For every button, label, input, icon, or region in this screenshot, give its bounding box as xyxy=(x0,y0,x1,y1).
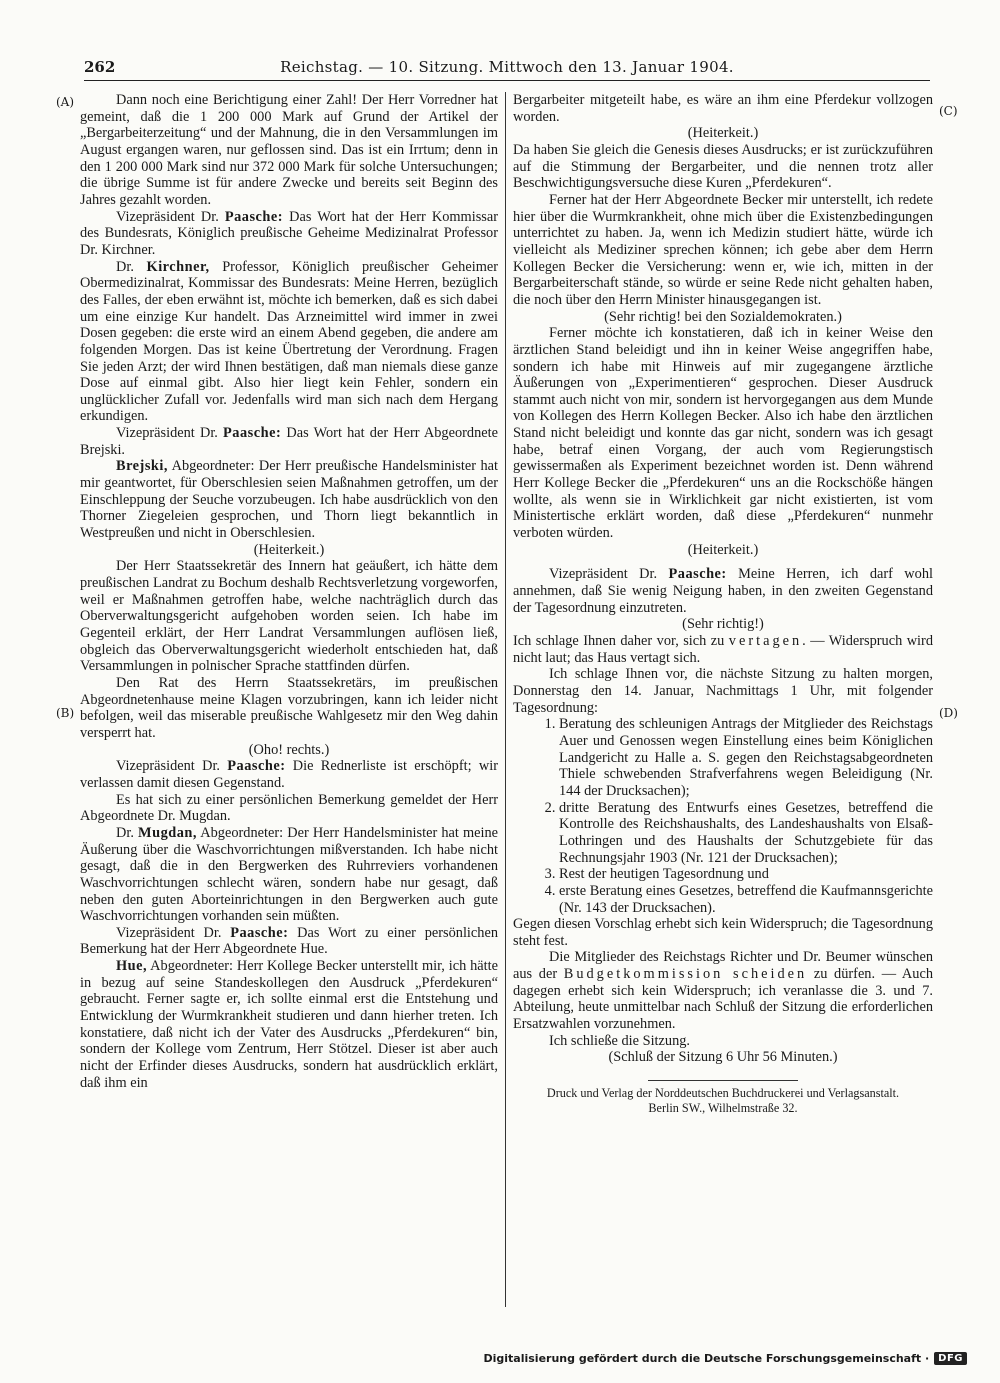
speaker-title: Vizepräsident Dr. xyxy=(116,758,228,775)
column-divider xyxy=(505,92,506,1307)
paragraph: Ferner möchte ich konstatieren, daß ich in keiner Weise den ärztlichen Stand beleidigt und ihn in keiner Weise angegriffen habe, sondern ich habe mit Hinweis auf mir zugegangene ärztliche Äußerungen von „Experimentieren“ gesprochen. Dieser Ausdruck stammt auch nicht von mir, sondern ist hervorgegangen aus dem Munde von Kollegen des Herrn Kollegen Becker. Also ich habe den ärztlichen Stand nicht beleidigt und konnte das gar nicht, sondern was ich gesagt habe, betraf einen Vorgang, der auch vom Regierungstisch gewissermaßen als Experiment bezeichnet worden ist. Denn während Herr Kollege Becker die „Pferdekuren“ uns an die Rockschöße hängen wollte, als wenn sie in Wirklichkeit gar nicht existierten, ist vom Ministertische erklärt worden, daß diese „Pferdekuren“ nunmehr verboten würden. xyxy=(513,325,933,542)
imprint xyxy=(513,1086,933,1115)
agenda-item: 2. dritte Beratung des Entwurfs eines Gesetzes, betreffend die Kontrolle des Reichshaushalts, des Landeshaushalts von Elsaß-Lothringen und des Haushalts der Schutzgebiete für das Rechnungsjahr 1903 (Nr. 121 der Drucksachen); xyxy=(559,800,933,867)
funding-footer xyxy=(483,1352,967,1365)
speaker-name: Paasche: xyxy=(227,758,286,775)
agenda-item: 1. Beratung des schleunigen Antrags der Mitglieder des Reichstags Auer und Genossen wegen Einstellung eines beim Königlichen Landgericht zu Halle a. S. gegen den Reichstagsabgeordneten Thiele schwebenden Strafverfahrens wegen Beleidigung (Nr. 144 der Drucksachen); xyxy=(559,716,933,799)
speaker-name: Paasche: xyxy=(223,425,282,442)
speaker-title: Vizepräsident Dr. xyxy=(116,208,225,225)
paragraph: Ferner hat der Herr Abgeordnete Becker mir unterstellt, ich redete hier über die Wurmkrankheit, ohne mich über die Existenzbedingungen unterrichtet zu haben. Ja, wenn ich Medizin studiert hätte, würde ich vielleicht als Mediziner sprechen können; ich gebe aber dem Herrn Kollegen Becker die Versicherung: wenn er, wie ich, mitten in der Bergarbeiterschaft stände, so würde er seine Rede nicht gehalten haben, die noch über den Herrn Minister hinausgegangen ist. xyxy=(513,191,933,308)
speech-text: Professor, Königlich preußischer Geheimer Obermedizinalrat, Kommissar des Bundesrats: Meine Herren, bezüglich des Falles, der eben erwähnt ist, möchte ich bemerken, daß es sich dabei um eine einzige Kur handelt. Das Arzneimittel wird immer in zwei Dosen gegeben: die erste wird an einem Abend gegeben, die andere am folgenden Morgen. Das ist keine Übertretung der Verordnung. Fragen Sie jeden Arzt; der wird Ihnen bestätigen, daß man niemals diese ganze Dose auf einmal gibt. Also hier liegt kein Fehler, sondern ein unglücklicher Zufall vor. Jedenfalls wird man sich nach dem Hergang erkundigen. xyxy=(80,258,498,425)
paragraph: Ich schließe die Sitzung. xyxy=(549,1032,691,1049)
speech-text: Das Wort hat der Herr Abgeordnete Brejski. xyxy=(80,425,498,458)
paragraph xyxy=(513,566,933,616)
speech-text: Ich schlage Ihnen daher vor, sich zu xyxy=(513,633,729,649)
interjection: (Sehr richtig!) xyxy=(682,616,764,633)
paragraph xyxy=(80,458,498,541)
closing-note: (Schluß der Sitzung 6 Uhr 56 Minuten.) xyxy=(608,1049,838,1066)
speech-text: Das Wort hat der Herr Kommissar des Bundesrats, Königlich preußische Geheime Medizinalrat Professor Dr. Kirchner. xyxy=(80,208,498,258)
agenda-item: 4. erste Beratung eines Gesetzes, betreffend die Kaufmannsgerichte (Nr. 143 der Drucksachen). xyxy=(559,883,933,916)
speech-text: zu dürfen. — Auch dagegen erhebt sich kein Widerspruch; ich veranlasse die 3. und 7. Abteilung, heute unmittelbar nach Schluß der Sitzung die erforderlichen Ersatzwahlen vorzunehmen. xyxy=(513,966,934,1033)
speaker-title: Vizepräsident Dr. xyxy=(116,924,231,941)
paragraph xyxy=(80,425,498,458)
page-header xyxy=(84,56,930,81)
paragraph xyxy=(80,925,498,958)
margin-mark-b: (B) xyxy=(56,706,75,720)
page-number: 262 xyxy=(84,58,116,76)
paragraph xyxy=(80,958,498,1091)
speaker-title: Vizepräsident Dr. xyxy=(549,566,669,583)
paragraph: Den Rat des Herrn Staatssekretärs, im preußischen Abgeordnetenhause meine Klagen vorzubringen, kann ich leider nicht befolgen, weil das miserable preußische Wahlgesetz mir den Weg dahin versperrt hat. xyxy=(80,674,498,741)
speaker-name: Mugdan, xyxy=(138,824,197,841)
paragraph xyxy=(513,633,933,666)
speaker-name: Paasche: xyxy=(230,924,289,941)
margin-mark-d: (D) xyxy=(939,706,958,720)
speech-text: . — Widerspruch wird nicht laut; das Haus vertagt sich. xyxy=(513,633,933,666)
paragraph: Dann noch eine Berichtigung einer Zahl! Der Herr Vorredner hat gemeint, daß die 1 200 000 Mark auf Grund der Artikel der „Bergarbeiterzeitung“ und der Mahnung, die in den Versammlungen im August ergangen waren, nur geflossen sind. Das ist ein Irrtum; denn in den 1 200 000 Mark sind nur 372 000 Mark für solche Untersuchungen; die übrige Summe ist für andere Zwecke und bereits seit Beginn des Jahres gezahlt worden. xyxy=(80,92,498,208)
speaker-title: Dr. xyxy=(116,824,139,841)
paragraph xyxy=(80,259,498,426)
interjection: (Oho! rechts.) xyxy=(248,741,330,758)
imprint-rule xyxy=(648,1080,798,1081)
left-column xyxy=(80,92,498,1091)
speech-text: Abgeordneter: Der Herr preußische Handelsminister hat mir geantwortet, für Oberschlesien seien Maßnahmen getroffen, um der Einschleppung der Seuche vorzubeugen. Ich habe ausdrücklich von den Thorner Ziegeleien gesprochen, und Thorn liegt bekanntlich in Westpreußen und nicht in Oberschlesien. xyxy=(80,458,498,542)
speaker-name: Brejski, xyxy=(116,458,168,475)
speech-text: Die Rednerliste ist erschöpft; wir verlassen damit diesen Gegenstand. xyxy=(80,758,498,791)
paragraph: Ich schlage Ihnen vor, die nächste Sitzung zu halten morgen, Donnerstag den 14. Januar, Nachmittags 1 Uhr, mit folgender Tagesordnung: xyxy=(513,666,933,716)
speaker-title: Vizepräsident Dr. xyxy=(116,425,224,442)
imprint-line: Berlin SW., Wilhelmstraße 32. xyxy=(648,1100,798,1115)
right-column xyxy=(513,92,933,1115)
margin-mark-c: (C) xyxy=(939,104,958,118)
speech-text: Abgeordneter: Der Herr Handelsminister hat meine Äußerung über die Waschvorrichtungen mißverstanden. Ich habe nicht gesagt, daß die in den Bergwerken des Ruhrreviers vorhandenen Waschvorrichtungen schlecht wären, sondern habe nur gesagt, daß neben den guten Aborteinrichtungen in den Bergwerken auch gute Waschvorrichtungen vorhanden sein müßten. xyxy=(80,824,499,925)
paragraph: Bergarbeiter mitgeteilt habe, es wäre an ihm eine Pferdekur vollzogen worden. xyxy=(513,92,933,125)
paragraph: Es hat sich zu einer persönlichen Bemerkung gemeldet der Herr Abgeordnete Dr. Mugdan. xyxy=(80,791,498,825)
dfg-logo-icon: DFG xyxy=(934,1352,967,1365)
paragraph: Der Herr Staatssekretär des Innern hat geäußert, ich hätte dem preußischen Landrat zu Bochum deshalb Rechtsverletzung vorgeworfen, weil er Maßnahmen getroffen habe, welche nachträglich durch das Oberverwaltungsgericht aufgehoben worden seien. Ich habe im Gegenteil erklärt, der Herr Landrat Versammlungen auflösen ließ, obgleich das Oberverwaltungsgericht wiederholt entschieden hat, daß Versammlungen in polnischer Sprache stattfinden dürfen. xyxy=(80,558,498,675)
paragraph: Da haben Sie gleich die Genesis dieses Ausdrucks; er ist zurückzuführen auf die Stimmung der Bergarbeiter, und die nennen trotz aller Beschwichtigungsversuche diese Kuren „Pferdekuren“. xyxy=(513,141,933,192)
speaker-name: Paasche: xyxy=(224,208,284,225)
agenda-list xyxy=(513,716,933,916)
paragraph xyxy=(80,209,498,259)
imprint-line: Druck und Verlag der Norddeutschen Buchdruckerei und Verlagsanstalt. xyxy=(546,1086,900,1101)
paragraph xyxy=(80,825,498,925)
funding-note: Digitalisierung gefördert durch die Deutsche Forschungsgemeinschaft · xyxy=(483,1352,930,1365)
interjection: (Heiterkeit.) xyxy=(687,125,759,142)
paragraph: Gegen diesen Vorschlag erhebt sich kein Widerspruch; die Tagesordnung steht fest. xyxy=(513,916,933,949)
interjection: (Sehr richtig! bei den Sozialdemokraten.) xyxy=(604,308,842,325)
speech-text: Abgeordneter: Herr Kollege Becker unterstellt mir, ich hätte in bezug auf seine Standeskollegen den Ausdruck „Pferdekuren“ gebraucht. Ferner sagte er, ich sollte einmal erst die Entstehung und Entwicklung der Wurmkrankheit studieren und dann hierher treten. Ich konstatiere, daß nicht ich der Vater des Ausdrucks „Pferdekuren“ bin, sondern der Kollege vom Zentrum, Herr Stötzel. Dieser ist aber auch nicht der Erfinder dieses Ausdrucks, sondern hat ausdrücklich erklärt, daß ihm ein xyxy=(80,958,498,1091)
spaced-keyword: Budgetkommission scheiden xyxy=(563,966,808,983)
speech-text: Das Wort zu einer persönlichen Bemerkung hat der Herr Abgeordnete Hue. xyxy=(80,924,498,958)
spaced-keyword: vertagen xyxy=(728,633,803,649)
agenda-item: 3. Rest der heutigen Tagesordnung und xyxy=(559,866,933,883)
speech-text: Meine Herren, ich darf wohl annehmen, daß Sie wenig Neigung haben, in den zweiten Gegenstand der Tagesordnung einzutreten. xyxy=(513,566,933,616)
paragraph xyxy=(513,949,933,1032)
paragraph xyxy=(80,758,498,791)
interjection: (Heiterkeit.) xyxy=(253,541,325,558)
speech-text: Die Mitglieder des Reichstags Richter und Dr. Beumer wünschen aus der xyxy=(513,949,933,983)
running-title: Reichstag. — 10. Sitzung. Mittwoch den 13. Januar 1904. xyxy=(280,58,734,76)
interjection: (Heiterkeit.) xyxy=(687,541,759,558)
speaker-name: Paasche: xyxy=(668,566,727,583)
speaker-title: Dr. xyxy=(116,258,147,275)
speaker-name: Kirchner, xyxy=(146,258,210,275)
margin-mark-a: (A) xyxy=(56,95,75,109)
speaker-name: Hue, xyxy=(116,958,148,975)
